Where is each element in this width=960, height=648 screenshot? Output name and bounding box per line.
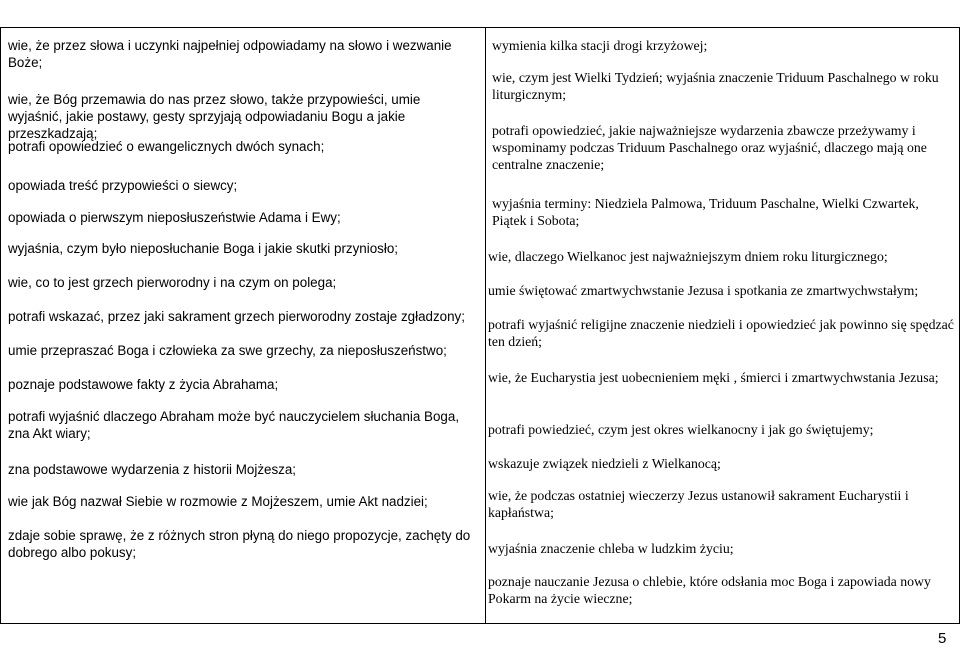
left-item: wie jak Bóg nazwał Siebie w rozmowie z Mojżeszem, umie Akt nadziei; bbox=[8, 494, 428, 509]
left-item: wyjaśnia, czym było nieposłuchanie Boga i jakie skutki przyniosło; bbox=[8, 241, 399, 256]
left-item: umie przepraszać Boga i człowieka za swe grzechy, za nieposłuszeństwo; bbox=[8, 343, 447, 358]
right-item: wskazuje związek niedzieli z Wielkanocą; bbox=[488, 456, 721, 471]
right-item: wymienia kilka stacji drogi krzyżowej; bbox=[492, 38, 708, 53]
right-item: umie świętować zmartwychwstanie Jezusa i spotkania ze zmartwychwstałym; bbox=[488, 283, 919, 298]
left-item: opowiada treść przypowieści o siewcy; bbox=[8, 178, 238, 193]
right-item: poznaje nauczanie Jezusa o chlebie, które odsłania moc Boga i zapowiada nowy Pokarm na życie wieczne; bbox=[488, 574, 931, 606]
left-item: potrafi wyjaśnić dlaczego Abraham może być nauczycielem słuchania Boga, zna Akt wiary; bbox=[8, 409, 460, 441]
right-item: wyjaśnia znaczenie chleba w ludzkim życiu; bbox=[488, 541, 734, 556]
right-item: wie, że podczas ostatniej wieczerzy Jezus ustanowił sakrament Eucharystii i kapłaństwa; bbox=[488, 488, 909, 520]
left-item: opowiada o pierwszym nieposłuszeństwie Adama i Ewy; bbox=[8, 210, 341, 225]
left-item: wie, co to jest grzech pierworodny i na czym on polega; bbox=[8, 275, 337, 290]
left-item: potrafi opowiedzieć o ewangelicznych dwóch synach; bbox=[8, 139, 325, 154]
right-item: potrafi wyjaśnić religijne znaczenie niedzieli i opowiedzieć jak powinno się spędzać ten dzień; bbox=[488, 317, 954, 349]
left-item: wie, że przez słowa i uczynki najpełniej odpowiadamy na słowo i wezwanie Boże; bbox=[8, 38, 452, 70]
page-number: 5 bbox=[938, 630, 947, 647]
right-item: potrafi opowiedzieć, jakie najważniejsze wydarzenia zbawcze przeżywamy i wspominamy podczas Triduum Paschalnego oraz wyjaśnić, dlaczego mają one centralne znaczenie; bbox=[492, 123, 927, 172]
right-item: potrafi powiedzieć, czym jest okres wielkanocny i jak go świętujemy; bbox=[488, 422, 874, 437]
left-item: poznaje podstawowe fakty z życia Abrahama; bbox=[8, 377, 279, 392]
right-item: wie, że Eucharystia jest uobecnieniem męki , śmierci i zmartwychwstania Jezusa; bbox=[488, 370, 939, 385]
left-item: wie, że Bóg przemawia do nas przez słowo, także przypowieści, umie wyjaśnić, jakie postawy, gesty sprzyjają odpowiadaniu Bogu a jakie przeszkadzają; bbox=[8, 92, 421, 141]
right-item: wie, czym jest Wielki Tydzień; wyjaśnia znaczenie Triduum Paschalnego w roku liturgicznym; bbox=[492, 70, 939, 102]
right-item: wie, dlaczego Wielkanoc jest najważniejszym dniem roku liturgicznego; bbox=[488, 249, 888, 264]
left-item: potrafi wskazać, przez jaki sakrament grzech pierworodny zostaje zgładzony; bbox=[8, 309, 465, 324]
left-item: zdaje sobie sprawę, że z różnych stron płyną do niego propozycje, zachęty do dobrego albo pokusy; bbox=[8, 528, 471, 560]
right-item: wyjaśnia terminy: Niedziela Palmowa, Triduum Paschalne, Wielki Czwartek, Piątek i Sobota; bbox=[492, 196, 919, 228]
column-divider bbox=[485, 28, 486, 623]
left-item: zna podstawowe wydarzenia z historii Mojżesza; bbox=[8, 462, 297, 477]
